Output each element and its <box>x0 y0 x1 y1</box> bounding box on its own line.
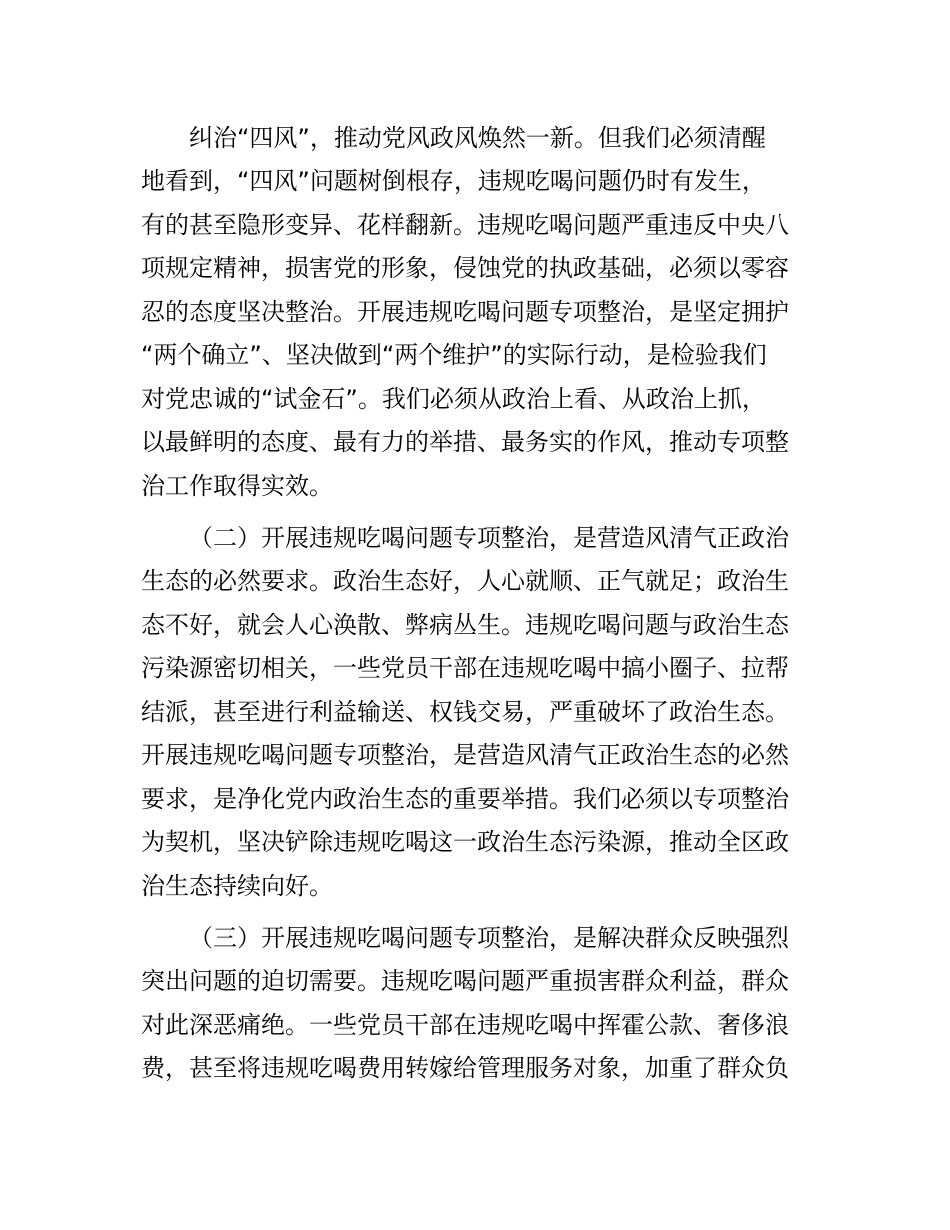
text-line: 突出问题的迫切需要。违规吃喝问题严重损害群众利益，群众 <box>141 967 789 995</box>
text-line: 开展违规吃喝问题专项整治，是营造风清气正政治生态的必然 <box>141 741 789 769</box>
text-line: （二）开展违规吃喝问题专项整治，是营造风清气正政治 <box>189 524 789 552</box>
text-line: 治生态持续向好。 <box>141 872 333 900</box>
text-line: 费，甚至将违规吃喝费用转嫁给管理服务对象，加重了群众负 <box>141 1054 789 1082</box>
text-line: 态不好，就会人心涣散、弊病丛生。违规吃喝问题与政治生态 <box>141 611 789 639</box>
text-line: 项规定精神，损害党的形象，侵蚀党的执政基础，必须以零容 <box>141 254 789 282</box>
text-line: 对党忠诚的“试金石”。我们必须从政治上看、从政治上抓， <box>141 385 766 413</box>
text-line: 为契机，坚决铲除违规吃喝这一政治生态污染源，推动全区政 <box>141 828 789 856</box>
text-line: 生态的必然要求。政治生态好，人心就顺、正气就足；政治生 <box>141 567 789 595</box>
text-line: 有的甚至隐形变异、花样翻新。违规吃喝问题严重违反中央八 <box>141 211 789 239</box>
text-line: 污染源密切相关，一些党员干部在违规吃喝中搞小圈子、拉帮 <box>141 654 789 682</box>
text-line: 要求，是净化党内政治生态的重要举措。我们必须以专项整治 <box>141 785 789 813</box>
text-line: （三）开展违规吃喝问题专项整治，是解决群众反映强烈 <box>189 924 789 952</box>
text-line: 以最鲜明的态度、最有力的举措、最务实的作风，推动专项整 <box>141 428 789 456</box>
text-line: 地看到，“四风”问题树倒根存，违规吃喝问题仍时有发生， <box>141 167 766 195</box>
text-line: 忍的态度坚决整治。开展违规吃喝问题专项整治，是坚定拥护 <box>141 298 789 326</box>
text-line: 纠治“四风”，推动党风政风焕然一新。但我们必须清醒 <box>189 124 766 152</box>
text-line: 治工作取得实效。 <box>141 472 333 500</box>
text-line: 对此深恶痛绝。一些党员干部在违规吃喝中挥霍公款、奢侈浪 <box>141 1011 789 1039</box>
text-line: 结派，甚至进行利益输送、权钱交易，严重破坏了政治生态。 <box>141 698 789 726</box>
text-line: “两个确立”、坚决做到“两个维护”的实际行动，是检验我们 <box>141 341 767 369</box>
